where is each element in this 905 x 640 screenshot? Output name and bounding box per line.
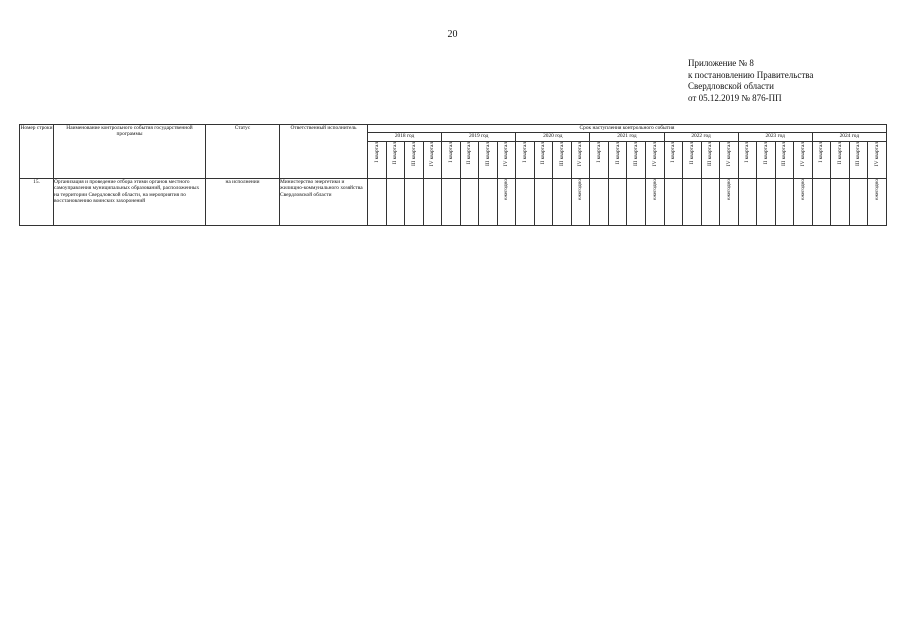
- header-row-number: Номер строки: [20, 125, 54, 179]
- quarter-label: I квартал: [670, 142, 677, 163]
- quarter-label: III квартал: [855, 142, 862, 166]
- schedule-cell: [775, 179, 794, 226]
- quarter-label: IV квартал: [799, 142, 806, 167]
- schedule-cell: [571, 179, 590, 226]
- quarter-header: [460, 142, 479, 179]
- quarter-label: IV квартал: [503, 142, 510, 167]
- schedule-cell: [608, 179, 627, 226]
- quarter-header: [534, 142, 553, 179]
- schedule-mark: ежегодно: [651, 179, 658, 201]
- quarter-header: [683, 142, 702, 179]
- row-event-name-cell: Организация и проведение отбора этими органов местного самоуправления муниципальных образований, расположенных на территории Свердловской области, на мероприятия по восстановлению воинских захоронений: [54, 179, 206, 226]
- year-header: 2022 год: [664, 133, 738, 142]
- header-status: Статус: [206, 125, 280, 179]
- schedule-cell: [553, 179, 572, 226]
- quarter-label: III квартал: [484, 142, 491, 166]
- quarter-header: [720, 142, 739, 179]
- quarter-header: [368, 142, 387, 179]
- schedule-cell: [405, 179, 424, 226]
- schedule-cell: [534, 179, 553, 226]
- schedule-cell: [386, 179, 405, 226]
- table-row: [20, 179, 887, 226]
- schedule-cell: [368, 179, 387, 226]
- schedule-cell: [683, 179, 702, 226]
- year-header: 2018 год: [368, 133, 442, 142]
- quarter-header: [479, 142, 498, 179]
- header-executor: Ответственный исполнитель: [280, 125, 368, 179]
- schedule-cell: [645, 179, 664, 226]
- page-number: 20: [447, 29, 458, 40]
- quarter-header: [868, 142, 887, 179]
- quarter-header: [553, 142, 572, 179]
- quarter-header: [757, 142, 776, 179]
- quarter-header: [590, 142, 609, 179]
- quarter-header: [664, 142, 683, 179]
- quarter-header: [849, 142, 868, 179]
- quarter-header: [738, 142, 757, 179]
- schedule-cell: [627, 179, 646, 226]
- schedule-cell: [423, 179, 442, 226]
- quarter-label: IV квартал: [725, 142, 732, 167]
- quarter-label: III квартал: [707, 142, 714, 166]
- quarter-label: III квартал: [558, 142, 565, 166]
- quarter-header: [608, 142, 627, 179]
- appendix-line-2: к постановлению Правительства: [688, 69, 814, 80]
- control-events-table: [19, 124, 887, 226]
- schedule-cell: [590, 179, 609, 226]
- year-header: 2019 год: [442, 133, 516, 142]
- quarter-header: [405, 142, 424, 179]
- schedule-cell: [664, 179, 683, 226]
- quarter-label: I квартал: [818, 142, 825, 163]
- row-number-cell: 15.: [20, 179, 54, 226]
- quarter-header: [701, 142, 720, 179]
- header-deadline: Срок наступления контрольного события: [368, 125, 887, 133]
- schedule-cell: [794, 179, 813, 226]
- quarter-label: I квартал: [447, 142, 454, 163]
- quarter-label: IV квартал: [651, 142, 658, 167]
- quarter-label: III квартал: [781, 142, 788, 166]
- quarter-header: [386, 142, 405, 179]
- quarter-label: II квартал: [614, 142, 621, 165]
- header-row-1: [20, 125, 887, 133]
- quarter-label: IV квартал: [429, 142, 436, 167]
- schedule-cell: [497, 179, 516, 226]
- quarter-label: II квартал: [540, 142, 547, 165]
- quarter-label: IV квартал: [577, 142, 584, 167]
- appendix-line-1: Приложение № 8: [688, 58, 754, 68]
- quarter-header: [775, 142, 794, 179]
- row-executor-cell: Министерство энергетики и жилищно-коммунального хозяйства Свердловской области: [280, 179, 368, 226]
- schedule-mark: ежегодно: [725, 179, 732, 201]
- schedule-mark: ежегодно: [577, 179, 584, 201]
- quarter-label: I квартал: [596, 142, 603, 163]
- schedule-cell: [516, 179, 535, 226]
- quarter-label: IV квартал: [874, 142, 880, 167]
- quarter-label: II квартал: [762, 142, 769, 165]
- quarter-header: [423, 142, 442, 179]
- quarter-label: II квартал: [392, 142, 399, 165]
- quarter-label: III квартал: [410, 142, 417, 166]
- quarter-header: [831, 142, 850, 179]
- year-header: 2021 год: [590, 133, 664, 142]
- quarter-header: [497, 142, 516, 179]
- schedule-mark: ежегодно: [503, 179, 510, 201]
- appendix-line-3: Свердловской области: [688, 81, 774, 91]
- appendix-line-4: от 05.12.2019 № 876-ПП: [688, 92, 782, 103]
- schedule-cell: [868, 179, 887, 226]
- schedule-cell: [849, 179, 868, 226]
- year-header: 2023 год: [738, 133, 812, 142]
- schedule-cell: [701, 179, 720, 226]
- quarter-header: [516, 142, 535, 179]
- schedule-cell: [479, 179, 498, 226]
- schedule-cell: [831, 179, 850, 226]
- year-header: 2020 год: [516, 133, 590, 142]
- quarter-header: [794, 142, 813, 179]
- schedule-mark: ежегодно: [874, 179, 880, 201]
- quarter-header: [812, 142, 831, 179]
- quarter-header: [627, 142, 646, 179]
- quarter-label: II квартал: [836, 142, 843, 165]
- quarter-label: I квартал: [744, 142, 751, 163]
- appendix-header: [688, 58, 813, 104]
- quarter-label: I квартал: [373, 142, 380, 163]
- schedule-cell: [757, 179, 776, 226]
- row-status-cell: на исполнении: [206, 179, 280, 226]
- quarter-label: II квартал: [466, 142, 473, 165]
- year-header: 2024 год: [812, 133, 886, 142]
- quarter-label: II квартал: [688, 142, 695, 165]
- quarter-header: [571, 142, 590, 179]
- schedule-cell: [812, 179, 831, 226]
- schedule-cell: [442, 179, 461, 226]
- header-event-name: Наименование контрольного события государственной программы: [54, 125, 206, 179]
- quarter-header: [442, 142, 461, 179]
- quarter-label: I квартал: [521, 142, 528, 163]
- quarter-label: III квартал: [633, 142, 640, 166]
- quarter-header: [645, 142, 664, 179]
- schedule-mark: ежегодно: [799, 179, 806, 201]
- schedule-cell: [720, 179, 739, 226]
- schedule-cell: [460, 179, 479, 226]
- schedule-cell: [738, 179, 757, 226]
